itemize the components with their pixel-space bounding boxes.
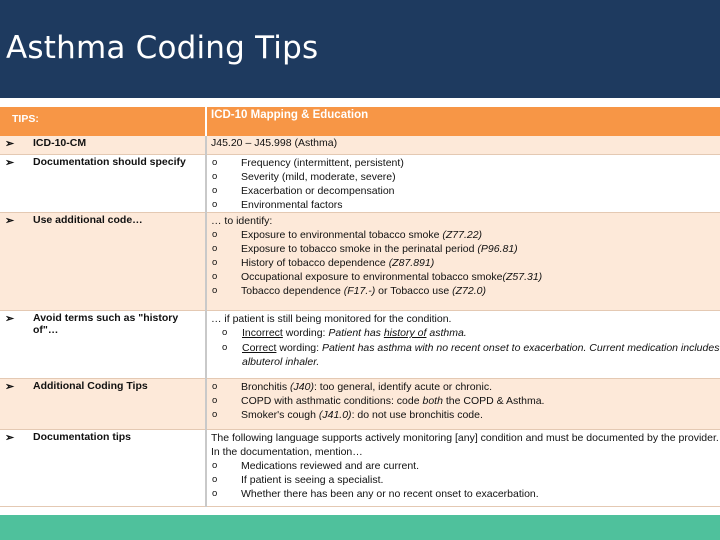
tip-label: Avoid terms such as "history of"… [33,312,179,336]
list-item: o Frequency (intermittent, persistent) [212,157,404,169]
slide-title: Asthma Coding Tips [6,30,319,66]
tip-label: Documentation tips [33,431,132,443]
list-item: o Smoker's cough (J41.0): do not use bronchitis code. [212,409,483,421]
table-row [0,136,720,155]
bullet-arrow-icon: ➢ [5,313,15,325]
list-item: o COPD with asthmatic conditions: code both the COPD & Asthma. [212,395,545,407]
bullet-arrow-icon: ➢ [5,157,15,169]
table-row [0,430,720,507]
list-item: o Exacerbation or decompensation [212,185,395,197]
row-intro: … to identify: [211,215,273,227]
bullet-arrow-icon: ➢ [5,381,15,393]
row-intro: … if patient is still being monitored for the condition. [211,313,452,325]
bullet-arrow-icon: ➢ [5,215,15,227]
icd-range: J45.20 – J45.998 (Asthma) [211,137,338,149]
list-item: o Exposure to environmental tobacco smoke (Z77.22) [212,229,483,241]
tips-header: TIPS: [0,107,206,136]
tip-label: Documentation should specify [33,156,186,168]
list-item: o Medications reviewed and are current. [212,460,420,472]
table-row [0,213,720,311]
correct-example: o Correct wording: Patient has asthma with no recent onset to exacerbation. Current medication includes albuterol inhaler. [222,342,720,368]
table-row [0,311,720,379]
coding-tips-table [0,107,720,507]
list-item: o Bronchitis (J40): too general, identify acute or chronic. [212,381,492,393]
list-item: o Exposure to tobacco smoke in the perinatal period (P96.81) [212,243,518,255]
table-header-row [0,107,720,136]
tip-label: Additional Coding Tips [33,380,148,392]
tip-label: ICD-10-CM [33,137,87,149]
list-item: o Environmental factors [212,199,343,211]
incorrect-example: o Incorrect wording: Patient has history of asthma. [222,327,467,339]
list-item: o History of tobacco dependence (Z87.891) [212,257,435,269]
bullet-arrow-icon: ➢ [5,432,15,444]
list-item: o Whether there has been any or no recent onset to exacerbation. [212,488,539,500]
list-item: o Occupational exposure to environmental tobacco smoke(Z57.31) [212,271,543,283]
mapping-header: ICD-10 Mapping & Education [206,107,720,136]
footer-bar [0,515,720,540]
title-bar [0,0,720,98]
table-row [0,379,720,430]
table-row [0,155,720,213]
list-item: o Tobacco dependence (F17.-) or Tobacco use (Z72.0) [212,285,486,297]
list-item: o If patient is seeing a specialist. [212,474,384,486]
bullet-arrow-icon: ➢ [5,138,15,150]
list-item: o Severity (mild, moderate, severe) [212,171,396,183]
row-intro: The following language supports actively monitoring [any] condition and must be documented by the provider. In the documentation, mention… [211,432,719,458]
tip-label: Use additional code… [33,214,143,226]
